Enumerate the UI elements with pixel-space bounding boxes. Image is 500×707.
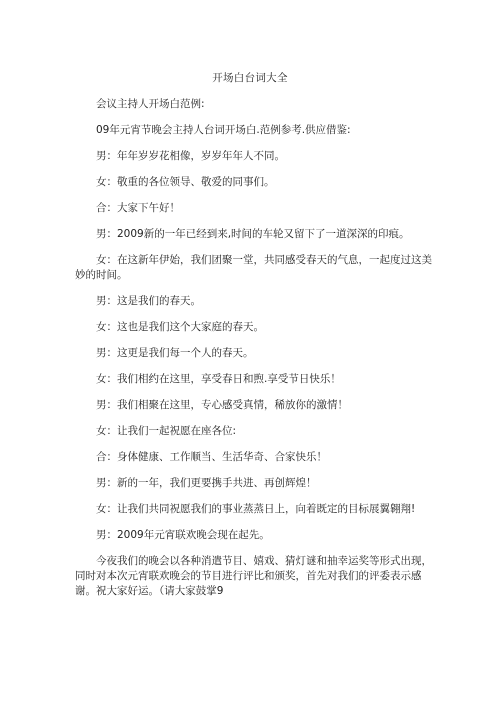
- dialogue-line: 女：在这新年伊始，我们团聚一堂，共同感受春天的气息，一起度过这美妙的时间。: [75, 254, 432, 281]
- dialogue-line: 女：让我们共同祝愿我们的事业蒸蒸日上，向着既定的目标展翼翱翔!: [96, 503, 416, 515]
- dialogue-line: 男：这更是我们每一个人的春天。: [96, 347, 254, 359]
- document-title: 开场白台词大全: [212, 72, 288, 84]
- dialogue-line: 男：新的一年，我们更要携手共进、再创辉煌！: [96, 477, 317, 489]
- dialogue-line: 男：2009新的一年已经到来,时间的车轮又留下了一道深深的印痕。: [96, 228, 410, 240]
- dialogue-line: 合：身体健康、工作顺当、生活华奇、合家快乐！: [96, 451, 327, 463]
- dialogue-line: 男：这是我们的春天。: [96, 295, 201, 307]
- paragraph: 会议主持人开场白范例:: [96, 98, 205, 110]
- dialogue-line: 女：我们相约在这里，享受春日和煦.享受节日快乐！: [96, 373, 341, 385]
- paragraph: 09年元宵节晚会主持人台词开场白.范例参考.供应借鉴:: [96, 124, 351, 136]
- dialogue-line: 女：这也是我们这个大家庭的春天。: [96, 321, 264, 333]
- document-body: [75, 97, 435, 599]
- dialogue-line: 男：年年岁岁花相像，岁岁年年人不同。: [96, 150, 285, 162]
- dialogue-line: 合：大家下午好！: [96, 202, 180, 214]
- dialogue-line: 男：我们相聚在这里，专心感受真情，稀放你的激情！: [96, 399, 348, 411]
- dialogue-line: 女：让我们一起祝愿在座各位:: [96, 425, 237, 437]
- dialogue-line: 男：2009年元宵联欢晚会现在起先。: [96, 529, 270, 541]
- paragraph: 今夜我们的晚会以各种消遣节目、嬉戏、猜灯谜和抽幸运奖等形式出现，同时对本次元宵联欢晚会的节目进行评比和颁奖，首先对我们的评委表示感谢。祝大家好运。（请大家鼓掌9: [75, 555, 432, 597]
- dialogue-line: 女：敬重的各位领导、敬爱的同事们。: [96, 176, 275, 188]
